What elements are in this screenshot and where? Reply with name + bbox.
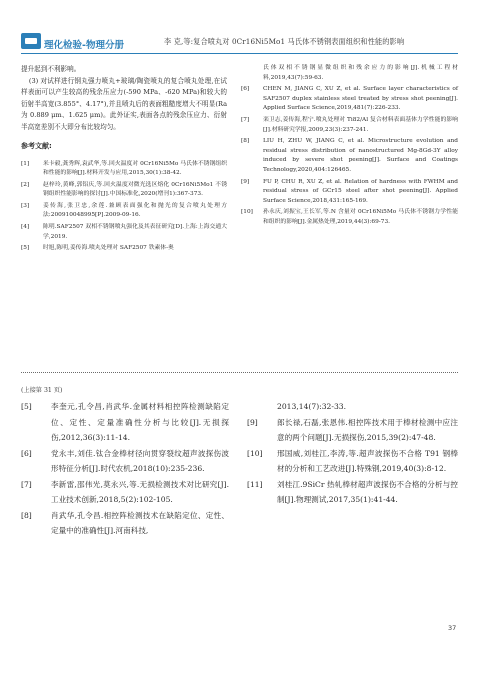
reference-item (247, 399, 458, 415)
reference-text: 姜传海,张卫忠,余莲.兼顾表面强化和抛光的复合喷丸处理方法:200910048995[P].2009-09-16. (43, 202, 227, 219)
reference-number: [7] (21, 479, 32, 489)
reference-text: 刘桂江.9SiCr 热轧棒材超声波探伤不合格的分析与控制[J].物理测试,2017,35(1):41-44. (277, 479, 458, 504)
section-divider (21, 372, 458, 373)
conclusion-paragraph-3: (3) 对试样进行钢丸强力喷丸+玻璃/陶瓷喷丸的复合喷丸处理,在试样表面可以产生较高的残余压应力(-590 MPa、-620 MPa)和较大的衍射半高宽(3.855°、4.17°),并且喷丸后的表面粗糙度增大不明显(Ra 为 0.889 μm、1.625 μm)。此外证实,表面各点的残余压应力、衍射半高宽差别不大即分布比较均匀。 (21, 76, 227, 131)
reference-item (247, 415, 458, 446)
reference-text: 氏体双相不锈钢显微组织和残余应力的影响[J].机械工程材料,2019,43(7):59-63. (263, 65, 458, 81)
journal-logo-icon (21, 33, 41, 49)
page-number: 37 (448, 624, 457, 632)
reference-item (241, 116, 458, 135)
reference-text: 李奎元,孔令昌,肖武华.金属材料相控阵检测缺陷定位、定性、定量准确性分析与比较[J].无损探伤,2012,36(3):11-14. (51, 402, 229, 442)
reference-item (241, 137, 458, 175)
running-title: 李 克,等:复合喷丸对 0Cr16Ni5Mo1 马氏体不锈钢表面组织和性能的影响 (164, 37, 405, 46)
reference-item (21, 244, 227, 254)
reference-item (241, 208, 458, 227)
reference-item (21, 181, 227, 200)
reference-item (241, 178, 458, 207)
reference-item (241, 85, 458, 114)
header-rule (21, 53, 458, 54)
reference-number: [6] (21, 448, 32, 458)
continuation-note: (上接第 31 页) (21, 387, 63, 394)
reference-number: [7] (241, 116, 250, 123)
reference-number: [3] (21, 202, 30, 209)
reference-number: [5] (21, 402, 32, 411)
reference-text: 邢国威,刘桂江,李涛,等.超声波探伤不合格 T91 钢棒材的分析和工艺改进[J].特殊钢,2019,40(3):8-12. (277, 448, 458, 473)
reference-number: [10] (241, 209, 253, 216)
reference-number: [8] (21, 510, 32, 520)
reference-number: [1] (21, 160, 30, 167)
left-column (21, 64, 227, 256)
reference-text: 党永丰,刘佳.钛合金棒材径向贯穿裂纹超声波探伤波形特征分析[J].时代农机,2018(10):235-236. (51, 448, 229, 473)
reference-text: 李新雷,邵伟光,莫永兴,等.无损检测技术对比研究[J].工业技术创新,2018,5(2):102-105. (51, 479, 229, 504)
reference-item (21, 160, 227, 179)
reference-number: [2] (21, 181, 30, 188)
reference-number: [10] (247, 448, 263, 458)
reference-text: 郎长禄,石磊,张恩伟.相控阵技术用于棒材检测中应注意的两个问题[J].无损探伤,2015,39(2):47-48. (277, 417, 458, 442)
reference-text: 米卡毅,龚秀辉,袁武华,等.回火温度对 0Cr16Ni5Mo 马氏体不锈钢组织和性能的影响[J].材料开发与应用,2015,30(1):38-42. (43, 160, 227, 177)
reference-text: 时旭,陈明,姜传海.喷丸处理对 SAF2507 铁素体-奥 (43, 245, 174, 252)
reference-text: CHEN M, JIANG C, XU Z, et al. Surface layer characteristics of SAF2507 duplex stainless steel treated by stress shot peening[J]. Applied Surface Science,2019,481(7):226-233. (263, 86, 458, 112)
reference-number: [6] (241, 86, 250, 93)
reference-item (247, 446, 458, 477)
reference-text: 栾卫志,姜传海,程宁.喷丸处理对 Ti82/Al 复合材料表面基体力学性能的影响[J].材料研究学报,2009,23(3):237-241. (263, 116, 458, 133)
reference-text: 赵梓玲,黄峰,郭铝庆,等.回火温度对微光选区熔化 0Cr16Ni5Mo1 不锈钢组织性能影响的探讨[J].中国标准化,2020(增刊1):367-373. (43, 181, 227, 198)
reference-item (21, 508, 229, 539)
journal-name: 理化检验-物理分册 (44, 40, 124, 51)
reference-item (21, 202, 227, 221)
reference-item (21, 446, 229, 477)
reference-text: 孙永庆,刘振宝,王长军,等.N 含量对 0Cr16Ni5Mo 马氏体不锈钢力学性能和组织的影响[J].金属热处理,2019,44(3):69-73. (263, 209, 458, 225)
reference-number: [9] (241, 178, 250, 185)
reference-number (241, 64, 263, 83)
reference-item (21, 477, 229, 508)
reference-number (247, 399, 277, 415)
reference-item (247, 477, 458, 508)
reference-text: LIU H, ZHU W, JIANG C, et al. Microstructure evolution and residual stress distribution of nanostructured Mg-8Gd-3Y alloy induced by severe shot peening[J]. Surface and Coatings Technology,2020,404:126465. (263, 138, 458, 173)
reference-number: [11] (247, 479, 263, 489)
reference-item (21, 223, 227, 242)
reference-item (241, 64, 458, 83)
right-column (241, 64, 458, 230)
reference-text: 2013,14(7):32-33. (277, 402, 347, 411)
references-heading: 参考文献: (21, 142, 52, 150)
reference-text: 肖武华,孔令昌.相控阵检测技术在缺陷定位、定性、定量中的准确性[J].河南科技, (51, 510, 229, 535)
reference-item (21, 399, 229, 446)
body-paragraph-1: 提升起到不利影响。 (21, 65, 81, 73)
reference-number: [8] (241, 138, 250, 145)
reference-text: FU P, CHU R, XU Z, et al. Relation of hardness with FWHM and residual stress of GCr15 steel after shot peening[J]. Applied Surface Science,2018,431:165-169. (263, 178, 458, 204)
continued-left-column (21, 399, 229, 539)
continued-right-column (247, 399, 458, 508)
reference-number: [5] (21, 245, 30, 252)
reference-number: [4] (21, 224, 30, 231)
reference-number: [9] (247, 417, 258, 427)
reference-text: 陈明.SAF2507 双相不锈钢喷丸强化及其表征研究[D].上海:上海交通大学,2019. (43, 224, 227, 240)
